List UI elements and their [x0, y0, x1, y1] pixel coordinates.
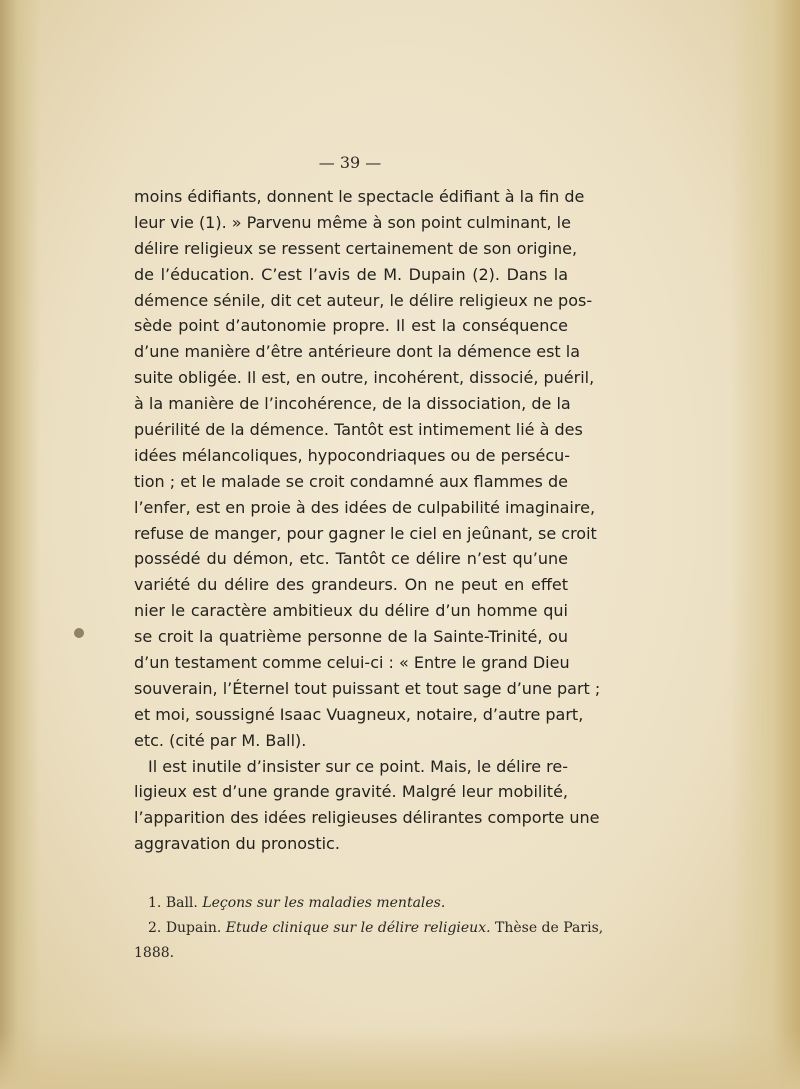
text-line: souverain, l’Éternel tout puissant et tout sage d’une part ;	[134, 678, 601, 698]
text-line: sède point d’autonomie propre. Il est la conséquence	[134, 316, 568, 336]
footnote-number: 2.	[148, 920, 162, 936]
footnote-title: Leçons sur les maladies mentales.	[202, 895, 446, 911]
text-line: l’apparition des idées religieuses délirantes comporte une	[134, 808, 600, 828]
footnote-number: 1.	[148, 895, 162, 911]
footnote-author: Ball.	[165, 895, 198, 911]
text-line: refuse de manger, pour gagner le ciel en jeûnant, se croit	[134, 523, 597, 543]
footnote-rest: Thèse de Paris,	[495, 920, 604, 936]
text-line: Il est inutile d’insister sur ce point. Mais, le délire re-	[148, 756, 569, 776]
text-line: se croit la quatrième personne de la Sainte-Trinité, ou	[134, 627, 568, 647]
text-line: puérilité de la démence. Tantôt est intimement lié à des	[134, 420, 583, 440]
text-line: de l’éducation. C’est l’avis de M. Dupain (2). Dans la	[134, 264, 568, 284]
text-line: d’une manière d’être antérieure dont la démence est la	[134, 342, 581, 362]
page-edge-bottom-shadow	[0, 1029, 800, 1089]
text-line: moins édifiants, donnent le spectacle édifiant à la fin de	[134, 187, 585, 206]
text-line: possédé du démon, etc. Tantôt ce délire n’est qu’une	[134, 549, 568, 569]
footnote-1	[134, 891, 568, 916]
text-line: leur vie (1). » Parvenu même à son point culminant, le	[134, 212, 571, 232]
text-line: idées mélancoliques, hypocondriaques ou de persécu-	[134, 445, 571, 465]
text-line: d’un testament comme celui-ci : « Entre le grand Dieu	[134, 653, 570, 673]
footnote-2	[134, 916, 604, 941]
page-edge-right-shadow	[730, 0, 800, 1089]
footnotes	[134, 891, 604, 966]
text-line: variété du délire des grandeurs. On ne peut en effet	[134, 575, 568, 595]
text-line: ligieux est d’une grande gravité. Malgré leur mobilité,	[134, 782, 568, 802]
footnote-author: Dupain.	[165, 920, 222, 936]
text-line: et moi, soussigné Isaac Vuagneux, notaire, d’autre part,	[134, 704, 584, 724]
text-line: etc. (cité par M. Ball).	[134, 730, 307, 750]
footnote-continuation: 1888.	[134, 945, 175, 961]
text-line: aggravation du pronostic.	[134, 834, 340, 854]
ink-spot	[74, 628, 84, 638]
text-line: démence sénile, dit cet auteur, le délire religieux ne pos-	[134, 290, 593, 310]
page-number: — 39 —	[318, 153, 382, 172]
text-line: à la manière de l’incohérence, de la dissociation, de la	[134, 394, 571, 414]
text-line: tion ; et le malade se croit condamné aux flammes de	[134, 471, 568, 491]
text-line: suite obligée. Il est, en outre, incohérent, dissocié, puéril,	[134, 368, 595, 388]
text-line: l’enfer, est en proie à des idées de culpabilité imaginaire,	[134, 497, 596, 517]
text-line: nier le caractère ambitieux du délire d’un homme qui	[134, 601, 568, 621]
text-line: délire religieux se ressent certainement de son origine,	[134, 238, 578, 258]
footnote-title: Etude clinique sur le délire religieux.	[225, 920, 491, 936]
body-text	[134, 184, 601, 857]
